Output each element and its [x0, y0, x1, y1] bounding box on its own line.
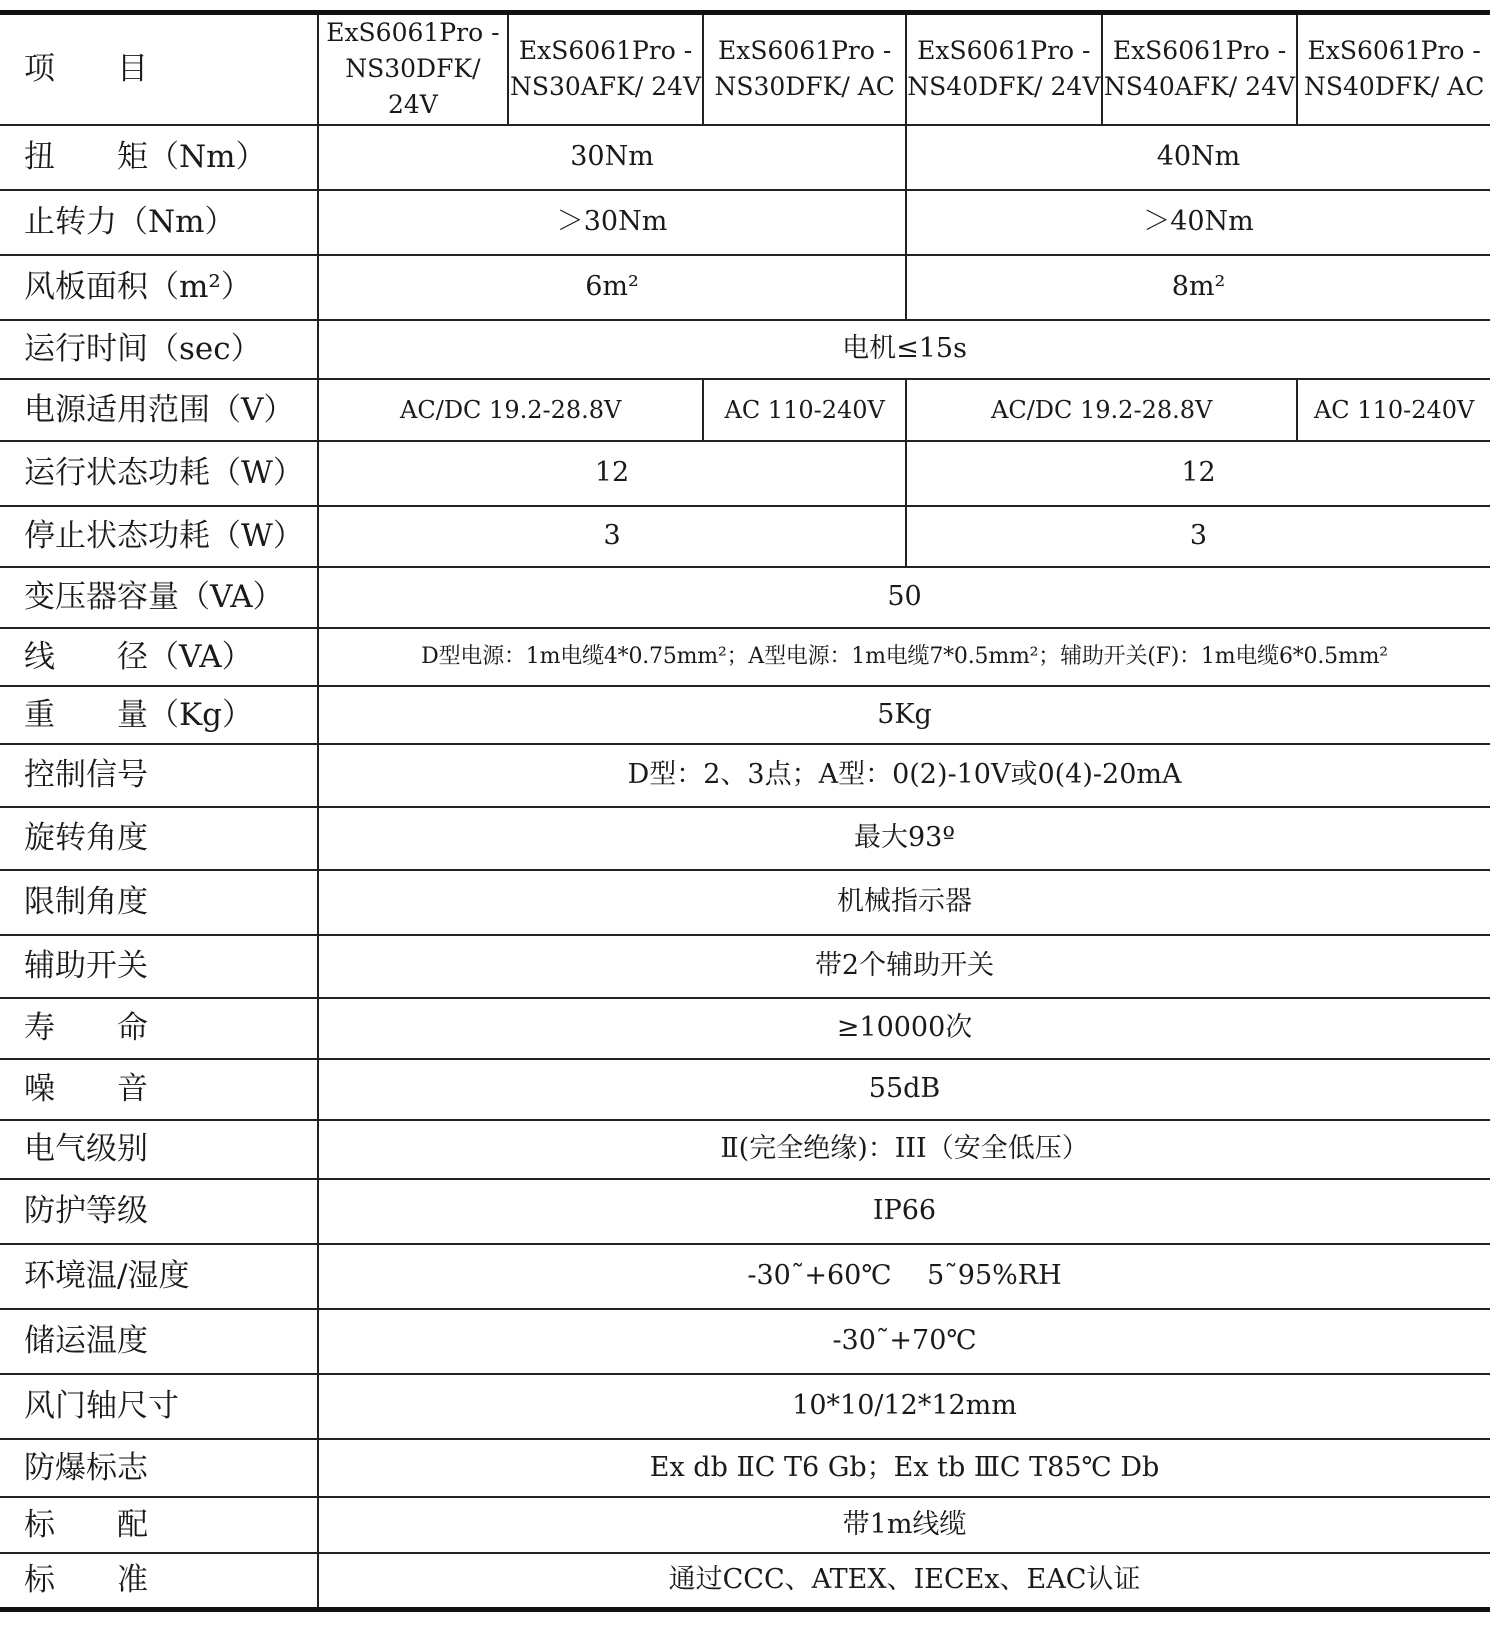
value-all: 5Kg [318, 686, 1490, 744]
item-header: 项 目 [0, 13, 318, 125]
value-all: 电机≤15s [318, 320, 1490, 379]
spec-table [0, 10, 1490, 1612]
value-all: Ex db ⅡC T6 Gb；Ex tb ⅢC T85℃ Db [318, 1439, 1490, 1497]
row-label: 旋转角度 [0, 807, 318, 870]
value-40-ac: AC 110-240V [1297, 379, 1490, 441]
model-header: ExS6061Pro -NS40AFK/ 24V [1102, 13, 1298, 125]
value-all: D型：2、3点；A型：0(2)-10V或0(4)-20mA [318, 744, 1490, 807]
value-40nm: 3 [906, 506, 1490, 567]
row-limit [0, 870, 1490, 935]
row-wire [0, 628, 1490, 686]
row-label: 运行状态功耗（W） [0, 441, 318, 506]
row-label: 运行时间（sec） [0, 320, 318, 379]
header-row [0, 13, 1490, 125]
row-elec-class [0, 1120, 1490, 1179]
row-label: 电气级别 [0, 1120, 318, 1179]
row-label: 环境温/湿度 [0, 1244, 318, 1309]
value-all: ≥10000次 [318, 998, 1490, 1059]
value-all: D型电源：1m电缆4*0.75mm²；A型电源：1m电缆7*0.5mm²；辅助开关(F)：1m电缆6*0.5mm² [318, 628, 1490, 686]
row-transformer [0, 567, 1490, 628]
row-label: 防爆标志 [0, 1439, 318, 1497]
model-header: ExS6061Pro -NS40DFK/ AC [1297, 13, 1490, 125]
row-label: 标 配 [0, 1497, 318, 1553]
row-storage [0, 1309, 1490, 1374]
row-label: 辅助开关 [0, 935, 318, 998]
row-label: 储运温度 [0, 1309, 318, 1374]
value-30-dc: AC/DC 19.2-28.8V [318, 379, 703, 441]
row-stop-power [0, 506, 1490, 567]
row-stall [0, 190, 1490, 255]
row-rotation [0, 807, 1490, 870]
row-shaft [0, 1374, 1490, 1439]
row-runtime [0, 320, 1490, 379]
row-standard-config [0, 1497, 1490, 1553]
row-label: 限制角度 [0, 870, 318, 935]
value-40nm: 12 [906, 441, 1490, 506]
value-30nm: 12 [318, 441, 906, 506]
row-standard [0, 1553, 1490, 1610]
value-all: 通过CCC、ATEX、IECEx、EAC认证 [318, 1553, 1490, 1610]
row-label: 止转力（Nm） [0, 190, 318, 255]
row-label: 控制信号 [0, 744, 318, 807]
value-all: IP66 [318, 1179, 1490, 1244]
row-label: 变压器容量（VA） [0, 567, 318, 628]
row-label: 电源适用范围（V） [0, 379, 318, 441]
row-label: 噪 音 [0, 1059, 318, 1120]
row-aux-switch [0, 935, 1490, 998]
row-label: 标 准 [0, 1553, 318, 1610]
row-life [0, 998, 1490, 1059]
row-label: 风门轴尺寸 [0, 1374, 318, 1439]
row-label: 线 径（VA） [0, 628, 318, 686]
row-control [0, 744, 1490, 807]
value-all: 机械指示器 [318, 870, 1490, 935]
value-all: -30˜+60℃ 5˜95%RH [318, 1244, 1490, 1309]
row-explosion [0, 1439, 1490, 1497]
row-protection [0, 1179, 1490, 1244]
value-all: 带2个辅助开关 [318, 935, 1490, 998]
row-label: 防护等级 [0, 1179, 318, 1244]
value-all: 最大93º [318, 807, 1490, 870]
row-label: 停止状态功耗（W） [0, 506, 318, 567]
value-all: -30˜+70℃ [318, 1309, 1490, 1374]
value-40nm: ＞40Nm [906, 190, 1490, 255]
model-header: ExS6061Pro -NS30AFK/ 24V [508, 13, 704, 125]
value-40nm: 40Nm [906, 125, 1490, 190]
row-label: 寿 命 [0, 998, 318, 1059]
row-label: 重 量（Kg） [0, 686, 318, 744]
row-torque [0, 125, 1490, 190]
value-all: 带1m线缆 [318, 1497, 1490, 1553]
value-30-ac: AC 110-240V [703, 379, 906, 441]
value-all: 50 [318, 567, 1490, 628]
row-weight [0, 686, 1490, 744]
row-label: 风板面积（m²） [0, 255, 318, 320]
model-header: ExS6061Pro -NS30DFK/ AC [703, 13, 906, 125]
value-30nm: ＞30Nm [318, 190, 906, 255]
row-label: 扭 矩（Nm） [0, 125, 318, 190]
value-all: 10*10/12*12mm [318, 1374, 1490, 1439]
row-run-power [0, 441, 1490, 506]
model-header: ExS6061Pro -NS30DFK/ 24V [318, 13, 508, 125]
value-all: 55dB [318, 1059, 1490, 1120]
model-header: ExS6061Pro -NS40DFK/ 24V [906, 13, 1102, 125]
value-30nm: 30Nm [318, 125, 906, 190]
value-40nm: 8m² [906, 255, 1490, 320]
row-noise [0, 1059, 1490, 1120]
row-env [0, 1244, 1490, 1309]
value-30nm: 6m² [318, 255, 906, 320]
value-40-dc: AC/DC 19.2-28.8V [906, 379, 1297, 441]
row-power-range [0, 379, 1490, 441]
row-area [0, 255, 1490, 320]
value-all: Ⅱ(完全绝缘)：III（安全低压） [318, 1120, 1490, 1179]
value-30nm: 3 [318, 506, 906, 567]
